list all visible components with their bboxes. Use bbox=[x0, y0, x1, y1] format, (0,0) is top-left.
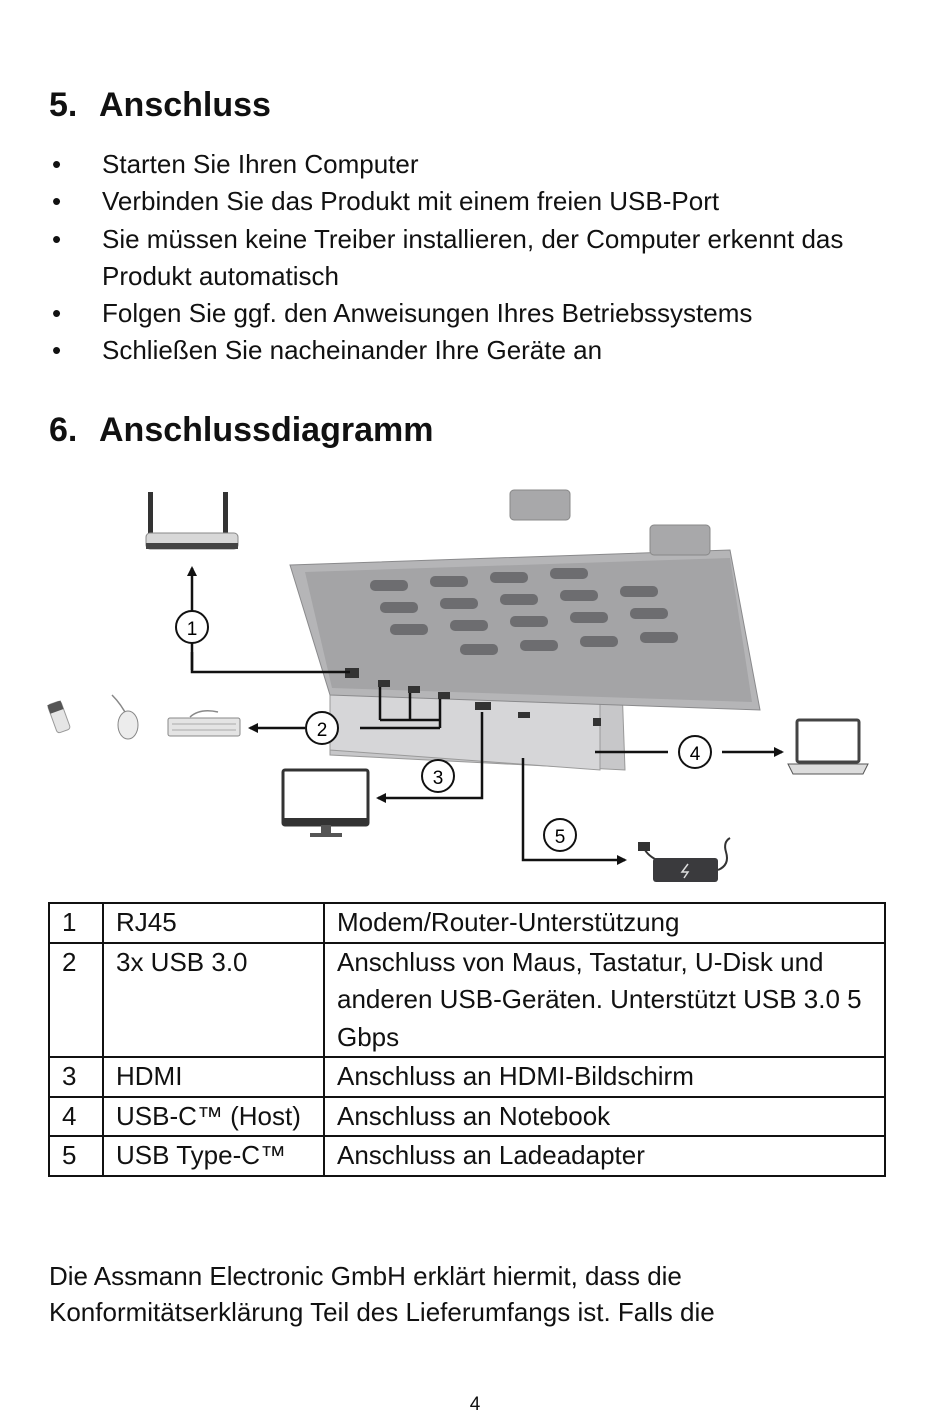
list-item-text: Schließen Sie nacheinander Ihre Geräte an bbox=[102, 335, 603, 366]
bullet-icon: • bbox=[52, 223, 62, 254]
power-adapter-icon bbox=[638, 838, 730, 882]
table-row bbox=[49, 1097, 885, 1137]
port-name: RJ45 bbox=[103, 903, 324, 943]
row-number: 2 bbox=[49, 943, 103, 1058]
callout-2 bbox=[306, 712, 338, 744]
callout-5 bbox=[544, 819, 576, 851]
port-name: HDMI bbox=[103, 1057, 324, 1097]
callout-1 bbox=[176, 611, 208, 643]
list-item-text: Folgen Sie ggf. den Anweisungen Ihres Betriebssystems bbox=[102, 298, 753, 329]
list-item-text: Starten Sie Ihren Computer bbox=[102, 149, 419, 179]
connection-steps-list bbox=[49, 146, 909, 370]
row-number: 5 bbox=[49, 1136, 103, 1176]
list-item bbox=[49, 332, 909, 369]
bullet-icon: • bbox=[52, 149, 62, 179]
usb-stick-icon bbox=[47, 701, 70, 734]
bullet-icon: • bbox=[52, 298, 62, 329]
bullet-icon: • bbox=[52, 335, 62, 366]
table-row bbox=[49, 1057, 885, 1097]
port-description: Modem/Router-Unterstützung bbox=[324, 903, 885, 943]
bullet-icon: • bbox=[52, 186, 62, 217]
page-number: 4 bbox=[469, 1394, 481, 1415]
svg-text:2: 2 bbox=[316, 720, 328, 741]
list-item-text: Verbinden Sie das Produkt mit einem freien USB-Port bbox=[102, 186, 720, 217]
connection-diagram bbox=[40, 480, 880, 890]
keyboard-icon bbox=[168, 711, 240, 736]
section-5-title: Anschluss bbox=[99, 86, 271, 124]
table-row bbox=[49, 1136, 885, 1176]
callout-4 bbox=[679, 736, 711, 768]
section-6-heading bbox=[49, 411, 433, 450]
section-5-number: 5. bbox=[49, 86, 78, 124]
row-number: 3 bbox=[49, 1057, 103, 1097]
port-description: Anschluss an Notebook bbox=[324, 1097, 885, 1137]
row-number: 1 bbox=[49, 903, 103, 943]
port-description: Anschluss von Maus, Tastatur, U-Disk und anderen USB-Geräten. Unterstützt USB 3.0 5 Gbps bbox=[324, 943, 885, 1058]
section-5-heading bbox=[49, 86, 271, 125]
list-item-text: Sie müssen keine Treiber installieren, der Computer erkennt das Produkt automatisch bbox=[102, 223, 844, 291]
port-description: Anschluss an HDMI-Bildschirm bbox=[324, 1057, 885, 1097]
callout-3 bbox=[422, 760, 454, 792]
section-6-title: Anschlussdiagramm bbox=[99, 411, 434, 449]
table-row bbox=[49, 943, 885, 1058]
port-name: USB-C™ (Host) bbox=[103, 1097, 324, 1137]
list-item bbox=[49, 146, 909, 183]
laptop-icon bbox=[788, 720, 868, 774]
svg-text:5: 5 bbox=[554, 827, 566, 848]
svg-text:4: 4 bbox=[689, 744, 701, 765]
section-6-number: 6. bbox=[49, 411, 78, 449]
monitor-icon bbox=[283, 770, 368, 837]
port-name: USB Type-C™ bbox=[103, 1136, 324, 1176]
row-number: 4 bbox=[49, 1097, 103, 1137]
port-name: 3x USB 3.0 bbox=[103, 943, 324, 1058]
list-item bbox=[49, 221, 909, 296]
mouse-icon bbox=[112, 695, 138, 739]
list-item bbox=[49, 183, 909, 220]
table-row bbox=[49, 903, 885, 943]
port-description: Anschluss an Ladeadapter bbox=[324, 1136, 885, 1176]
conformity-statement: Die Assmann Electronic GmbH erklärt hiermit, dass die Konformitätserklärung Teil des Lieferumfangs ist. Falls die bbox=[49, 1261, 715, 1327]
svg-text:1: 1 bbox=[186, 619, 198, 640]
list-item bbox=[49, 295, 909, 332]
router-icon bbox=[146, 492, 238, 549]
svg-text:3: 3 bbox=[432, 768, 444, 789]
port-table bbox=[48, 902, 886, 1177]
